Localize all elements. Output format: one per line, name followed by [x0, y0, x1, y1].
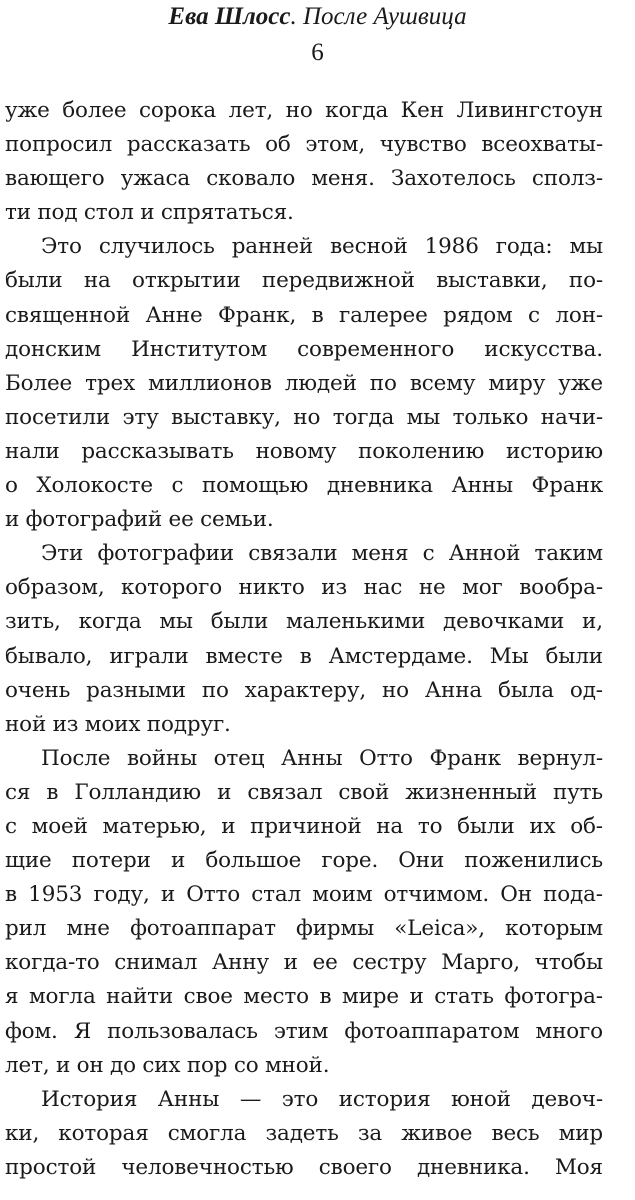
- word: мы: [569, 234, 603, 260]
- text-line: [5, 435, 603, 469]
- word: чтобы: [534, 950, 603, 976]
- word: Анной: [448, 541, 521, 567]
- word: образом,: [5, 575, 105, 601]
- word: Анна: [424, 677, 483, 703]
- word: Захотелось: [390, 166, 516, 192]
- word: открытии: [132, 268, 241, 294]
- word: ся: [5, 779, 31, 805]
- word: миру: [488, 370, 546, 396]
- word: были: [210, 609, 269, 635]
- word: передвижной: [261, 268, 415, 294]
- word: которым: [505, 916, 603, 942]
- word: причиной: [250, 813, 362, 839]
- word: новому: [255, 438, 337, 464]
- word: с: [528, 302, 540, 328]
- word: случилось: [98, 234, 215, 260]
- word: весной: [330, 234, 408, 260]
- word: 1953: [28, 882, 83, 908]
- word: жизненный: [405, 779, 537, 805]
- text-line: [5, 1015, 603, 1049]
- word: очень: [5, 677, 71, 703]
- word: характеру,: [244, 677, 367, 703]
- word: свой: [338, 779, 390, 805]
- text-line: [5, 503, 603, 537]
- word: тогда: [332, 404, 395, 430]
- text-line: [5, 196, 603, 230]
- word: сестру: [352, 950, 427, 976]
- word: лон-: [555, 302, 603, 328]
- word: Я: [73, 1018, 92, 1044]
- word: юной: [451, 1086, 511, 1112]
- word: Франк: [531, 473, 603, 499]
- word: моим: [312, 882, 373, 908]
- word: вающего: [5, 166, 105, 192]
- word: более: [62, 98, 127, 123]
- word: и: [409, 984, 424, 1010]
- word: но: [285, 98, 313, 123]
- text-line: [5, 708, 603, 742]
- word: вместе: [205, 643, 283, 669]
- word: мы: [159, 609, 193, 635]
- word: стал: [251, 882, 302, 908]
- word: под: [37, 200, 78, 226]
- word: с: [171, 473, 184, 499]
- word: потери: [71, 848, 151, 874]
- running-head: [0, 2, 635, 32]
- text-line: [5, 1049, 603, 1083]
- text-line: [5, 537, 603, 571]
- word: вернул-: [517, 745, 603, 771]
- word: искусства.: [484, 336, 603, 362]
- body-text: [5, 94, 603, 1185]
- word: мне: [66, 916, 110, 942]
- word: и: [55, 1052, 71, 1078]
- word: семьи.: [200, 507, 274, 533]
- word: Голландию: [74, 779, 201, 805]
- page-header: [0, 2, 635, 68]
- word: фотогра-: [504, 984, 603, 1010]
- word: дневника: [326, 473, 433, 499]
- word: много: [535, 1018, 603, 1044]
- word: начи-: [540, 404, 603, 430]
- word: своего: [318, 1154, 392, 1180]
- word: это: [281, 1086, 319, 1112]
- word: матерью,: [102, 813, 207, 839]
- word: нас: [363, 575, 403, 601]
- word: Они: [398, 848, 445, 874]
- word: из: [52, 711, 79, 737]
- text-line: [5, 776, 603, 810]
- word: Амстердаме.: [328, 643, 473, 669]
- word: дневника.: [416, 1154, 530, 1180]
- word: была: [498, 677, 554, 703]
- word: и,: [582, 609, 603, 635]
- word: Анну: [211, 950, 269, 976]
- word: меня.: [311, 166, 375, 192]
- word: по: [369, 370, 397, 396]
- text-line: [5, 128, 603, 162]
- word: эту: [122, 404, 159, 430]
- word: Анны: [157, 1086, 220, 1112]
- word: меня: [351, 541, 409, 567]
- word: Кен: [400, 98, 444, 123]
- word: моих: [84, 711, 141, 737]
- word: поженились: [464, 848, 603, 874]
- word: Он: [500, 882, 532, 908]
- word: с: [422, 541, 435, 567]
- word: и: [160, 882, 176, 908]
- word: уже: [5, 98, 50, 123]
- word: донским: [5, 336, 101, 362]
- word: Франк: [429, 745, 501, 771]
- word: на: [83, 268, 111, 294]
- word: Более: [5, 370, 73, 396]
- word: фирмы: [296, 916, 375, 942]
- word: пользовалась: [107, 1018, 258, 1044]
- word: весь: [491, 1120, 540, 1146]
- text-line: [5, 878, 603, 912]
- word: стол: [83, 200, 134, 226]
- word: пода-: [543, 882, 603, 908]
- word: пор: [186, 1052, 228, 1078]
- word: фотографии: [97, 541, 234, 567]
- word: священной: [5, 302, 131, 328]
- word: в: [46, 779, 59, 805]
- word: мог: [462, 575, 503, 601]
- word: были: [545, 643, 603, 669]
- word: до: [110, 1052, 136, 1078]
- text-line: [5, 980, 603, 1014]
- word: мы: [406, 404, 441, 430]
- word: когда: [78, 609, 142, 635]
- running-head-separator: .: [290, 3, 303, 30]
- word: галерее: [339, 302, 428, 328]
- text-line: [5, 674, 603, 708]
- word: маленькими: [285, 609, 426, 635]
- word: связал: [247, 779, 323, 805]
- word: бывало,: [5, 643, 93, 669]
- text-line: [5, 94, 603, 128]
- word: помощью: [201, 473, 309, 499]
- word: сковало: [206, 166, 296, 192]
- text-line: [5, 469, 603, 503]
- word: и: [221, 813, 236, 839]
- word: он: [76, 1052, 104, 1078]
- word: рил: [5, 916, 47, 942]
- word: лет,: [5, 1052, 50, 1078]
- word: таким: [534, 541, 603, 567]
- text-line: [5, 1083, 603, 1117]
- word: снимал: [114, 950, 198, 976]
- word: Отто: [359, 745, 413, 771]
- word: смогла: [167, 1120, 247, 1146]
- text-line: [5, 299, 603, 333]
- word: за: [357, 1120, 383, 1146]
- word: войны: [126, 745, 198, 771]
- word: с: [5, 813, 17, 839]
- word: Холокосте: [36, 473, 153, 499]
- running-head-title: После Аушвица: [303, 3, 467, 30]
- word: мной.: [264, 1052, 330, 1078]
- word: Анны: [281, 745, 343, 771]
- word: од-: [569, 677, 603, 703]
- word: этом,: [305, 132, 366, 158]
- word: которая: [58, 1120, 149, 1146]
- word: и: [283, 950, 298, 976]
- word: в: [5, 882, 17, 908]
- word: Анны: [451, 473, 513, 499]
- word: История: [41, 1086, 138, 1112]
- word: щие: [5, 848, 52, 874]
- word: ее: [312, 950, 338, 976]
- word: —: [239, 1086, 262, 1112]
- word: были: [457, 813, 515, 839]
- word: подруг.: [146, 711, 231, 737]
- word: могла: [28, 984, 96, 1010]
- word: по: [201, 677, 229, 703]
- word: путь: [552, 779, 603, 805]
- word: разными: [86, 677, 186, 703]
- word: не: [418, 575, 446, 601]
- word: сих: [142, 1052, 181, 1078]
- word: ти: [5, 200, 31, 226]
- word: моей: [31, 813, 88, 839]
- word: стать: [434, 984, 494, 1010]
- word: Моя: [554, 1154, 603, 1180]
- word: место: [243, 984, 309, 1010]
- word: я: [5, 984, 19, 1010]
- word: попросил: [5, 132, 113, 158]
- word: всеохваты-: [481, 132, 603, 158]
- word: После: [41, 745, 111, 771]
- text-line: [5, 640, 603, 674]
- word: ранней: [231, 234, 314, 260]
- word: и: [140, 200, 155, 226]
- word: этим: [273, 1018, 329, 1044]
- text-line: [5, 912, 603, 946]
- word: отец: [213, 745, 265, 771]
- word: живое: [401, 1120, 473, 1146]
- word: ки,: [5, 1120, 40, 1146]
- word: ужаса: [120, 166, 191, 192]
- word: из: [321, 575, 348, 601]
- word: рассказывать: [81, 438, 234, 464]
- word: выставку,: [171, 404, 281, 430]
- running-head-author: Ева Шлосс: [168, 3, 291, 30]
- text-line: [5, 230, 603, 264]
- word: сорока: [139, 98, 217, 123]
- word: Мы: [489, 643, 529, 669]
- word: Эти: [41, 541, 84, 567]
- word: человечностью: [121, 1154, 294, 1180]
- word: вообра-: [519, 575, 603, 601]
- word: Ливингстоун: [456, 98, 603, 123]
- word: когда-то: [5, 950, 100, 976]
- word: были: [5, 268, 63, 294]
- word: ее: [168, 507, 194, 533]
- word: трех: [85, 370, 136, 396]
- word: которого: [121, 575, 222, 601]
- word: играли: [109, 643, 189, 669]
- word: фотоаппаратом: [344, 1018, 520, 1044]
- word: но: [293, 404, 321, 430]
- word: Отто: [186, 882, 241, 908]
- word: об: [265, 132, 291, 158]
- text-line: [5, 810, 603, 844]
- word: историю: [505, 438, 603, 464]
- word: горе.: [321, 848, 379, 874]
- word: Институтом: [131, 336, 268, 362]
- word: людей: [284, 370, 357, 396]
- word: никто: [238, 575, 305, 601]
- word: спрятаться.: [160, 200, 294, 226]
- word: на: [376, 813, 404, 839]
- text-line: [5, 946, 603, 980]
- word: нали: [5, 438, 60, 464]
- text-line: [5, 571, 603, 605]
- word: году,: [93, 882, 150, 908]
- word: со: [233, 1052, 259, 1078]
- word: об-: [570, 813, 603, 839]
- text-line: [5, 742, 603, 776]
- text-line: [5, 1117, 603, 1151]
- text-line: [5, 844, 603, 878]
- word: задеть: [265, 1120, 339, 1146]
- word: выставки,: [436, 268, 548, 294]
- word: история: [338, 1086, 431, 1112]
- word: чувство: [379, 132, 467, 158]
- word: фотографий: [25, 507, 163, 533]
- word: и: [171, 848, 186, 874]
- text-line: [5, 333, 603, 367]
- word: мир: [558, 1120, 603, 1146]
- word: лет,: [228, 98, 274, 123]
- word: уже: [558, 370, 603, 396]
- word: Это: [41, 234, 82, 260]
- word: и: [217, 779, 232, 805]
- word: Анне: [145, 302, 203, 328]
- text-line: [5, 605, 603, 639]
- page-number: 6: [311, 39, 324, 66]
- word: фотоаппарат: [130, 916, 276, 942]
- word: рядом: [443, 302, 513, 328]
- word: современного: [297, 336, 455, 362]
- text-line: [5, 367, 603, 401]
- word: ной: [5, 711, 47, 737]
- word: посетили: [5, 404, 111, 430]
- word: 1986: [424, 234, 479, 260]
- word: по-: [568, 268, 603, 294]
- word: когда: [325, 98, 389, 123]
- word: всему: [409, 370, 476, 396]
- word: в: [299, 643, 312, 669]
- word: только: [452, 404, 529, 430]
- word: в: [311, 302, 324, 328]
- word: большое: [205, 848, 302, 874]
- text-line: [5, 1151, 603, 1185]
- word: отчимом.: [383, 882, 490, 908]
- word: рассказать: [126, 132, 251, 158]
- word: мире: [342, 984, 399, 1010]
- word: миллионов: [148, 370, 272, 396]
- text-line: [5, 401, 603, 435]
- word: зить,: [5, 609, 61, 635]
- word: девочками: [443, 609, 565, 635]
- word: «Leica»,: [394, 916, 485, 942]
- text-line: [5, 264, 603, 298]
- word: и: [5, 507, 20, 533]
- word: Франк,: [218, 302, 297, 328]
- word: фом.: [5, 1018, 58, 1044]
- text-line: [5, 162, 603, 196]
- word: но: [382, 677, 409, 703]
- word: их: [529, 813, 556, 839]
- word: Марго,: [441, 950, 520, 976]
- word: простой: [5, 1154, 97, 1180]
- word: свое: [183, 984, 233, 1010]
- word: года:: [495, 234, 553, 260]
- word: связали: [248, 541, 338, 567]
- word: девоч-: [531, 1086, 603, 1112]
- word: о: [5, 473, 18, 499]
- word: найти: [106, 984, 174, 1010]
- word: поколению: [358, 438, 485, 464]
- word: сполз-: [531, 166, 603, 192]
- word: в: [319, 984, 332, 1010]
- word: то: [417, 813, 443, 839]
